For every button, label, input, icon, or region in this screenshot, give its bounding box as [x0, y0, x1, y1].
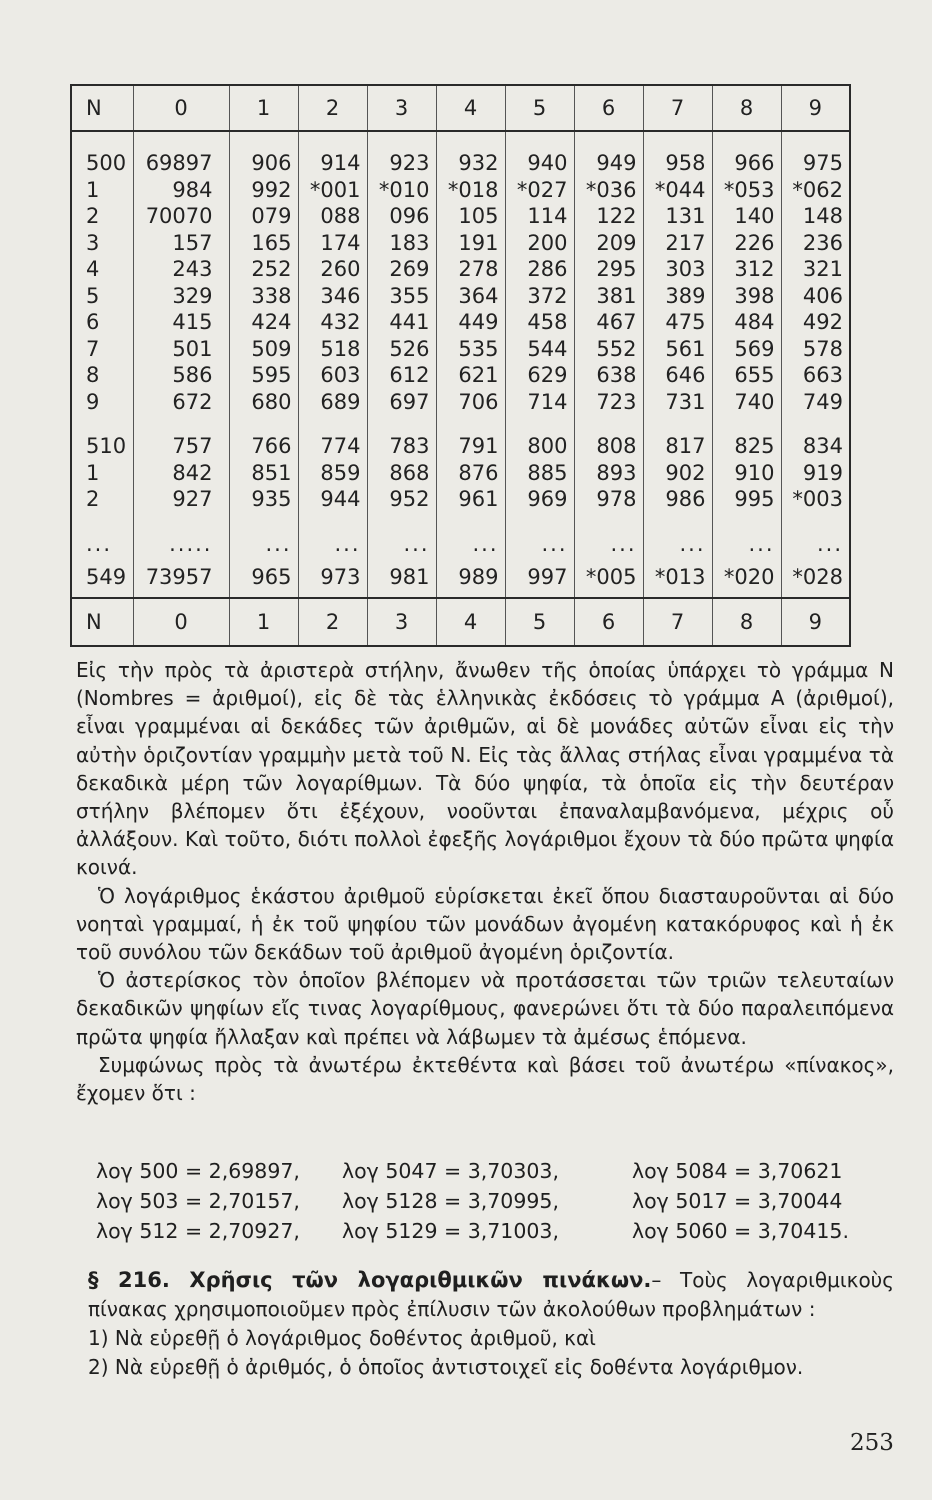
mantissa-cell: 578 [781, 336, 850, 363]
mantissa-cell: ... [298, 531, 367, 558]
footer-cell: N [71, 598, 133, 646]
mantissa-cell: 919 [781, 460, 850, 487]
mantissa-cell: 927 [133, 486, 229, 513]
mantissa-cell: 680 [229, 389, 298, 416]
table-row [71, 389, 850, 416]
spacer-cell [436, 415, 505, 433]
table-row [71, 336, 850, 363]
examples-row [96, 1156, 896, 1186]
example-entry: λογ 5047 = 3,70303, [342, 1159, 559, 1183]
mantissa-cell: 876 [436, 460, 505, 487]
mantissa-cell: 346 [298, 283, 367, 310]
example-entry: λογ 5060 = 3,70415. [632, 1219, 849, 1243]
mantissa-cell: 509 [229, 336, 298, 363]
header-cell: 4 [436, 85, 505, 131]
mantissa-cell: *036 [574, 177, 643, 204]
mantissa-cell: 808 [574, 433, 643, 460]
section-heading: § 216. Χρῆσις τῶν λογαριθμικῶν πινάκων. [88, 1268, 652, 1292]
mantissa-cell: 415 [133, 309, 229, 336]
mantissa-cell: *001 [298, 177, 367, 204]
paragraph: Συμφώνως πρὸς τὰ ἀνωτέρω ἐκτεθέντα καὶ βάσει τοῦ ἀνωτέρω «πίνακος», ἔχομεν ὅτι : [76, 1052, 894, 1106]
mantissa-cell: 552 [574, 336, 643, 363]
table-row [71, 433, 850, 460]
mantissa-cell: 381 [574, 283, 643, 310]
logarithm-table [70, 84, 851, 647]
spacer-cell [712, 513, 781, 531]
mantissa-cell: 757 [133, 433, 229, 460]
mantissa-cell: 961 [436, 486, 505, 513]
footer-cell: 6 [574, 598, 643, 646]
spacer-cell [505, 513, 574, 531]
mantissa-cell: 355 [367, 283, 436, 310]
mantissa-cell: *053 [712, 177, 781, 204]
examples-row [96, 1186, 896, 1216]
row-number-cell: 6 [86, 310, 100, 335]
mantissa-cell: 586 [133, 362, 229, 389]
spacer-cell [574, 131, 643, 150]
mantissa-cell: 140 [712, 203, 781, 230]
spacer-cell [367, 513, 436, 531]
spacer-cell [229, 513, 298, 531]
mantissa-cell: 672 [133, 389, 229, 416]
spacer-cell [229, 415, 298, 433]
mantissa-cell: 217 [643, 230, 712, 257]
mantissa-cell: 981 [367, 557, 436, 598]
mantissa-cell: 174 [298, 230, 367, 257]
mantissa-cell: 603 [298, 362, 367, 389]
example-entry: λογ 500 = 2,69897, [96, 1159, 300, 1183]
mantissa-cell: 817 [643, 433, 712, 460]
mantissa-cell: 697 [367, 389, 436, 416]
mantissa-cell: ... [643, 531, 712, 558]
table-row [71, 203, 850, 230]
mantissa-cell: 923 [367, 150, 436, 177]
spacer-cell [712, 131, 781, 150]
mantissa-cell: 621 [436, 362, 505, 389]
mantissa-cell: 458 [505, 309, 574, 336]
mantissa-cell: 910 [712, 460, 781, 487]
mantissa-cell: 940 [505, 150, 574, 177]
mantissa-cell: ... [574, 531, 643, 558]
mantissa-cell: 749 [781, 389, 850, 416]
section-paragraph [88, 1266, 894, 1324]
mantissa-cell: 935 [229, 486, 298, 513]
mantissa-cell: 518 [298, 336, 367, 363]
mantissa-cell: 467 [574, 309, 643, 336]
mantissa-cell: 406 [781, 283, 850, 310]
table-row [71, 230, 850, 257]
mantissa-cell: *018 [436, 177, 505, 204]
section-216 [88, 1266, 894, 1382]
problem-item: 2) Νὰ εὑρεθῇ ὁ ἀριθμός, ὁ ὁποῖος ἀντιστοιχεῖ εἰς δοθέντα λογάριθμον. [88, 1355, 804, 1379]
mantissa-cell: 825 [712, 433, 781, 460]
header-cell: 2 [298, 85, 367, 131]
spacer-cell [505, 415, 574, 433]
explanation-text [76, 656, 894, 1107]
footer-cell: 2 [298, 598, 367, 646]
example-entry: λογ 5128 = 3,70995, [342, 1189, 559, 1213]
spacer-cell [781, 415, 850, 433]
mantissa-cell: *044 [643, 177, 712, 204]
spacer-cell [436, 131, 505, 150]
example-entry: λογ 5129 = 3,71003, [342, 1219, 559, 1243]
mantissa-cell: 800 [505, 433, 574, 460]
mantissa-cell: 689 [298, 389, 367, 416]
mantissa-cell: 484 [712, 309, 781, 336]
mantissa-cell: 475 [643, 309, 712, 336]
spacer-cell [574, 513, 643, 531]
mantissa-cell: ..... [133, 531, 229, 558]
mantissa-cell: 714 [505, 389, 574, 416]
footer-cell: 4 [436, 598, 505, 646]
header-cell: 1 [229, 85, 298, 131]
mantissa-cell: 312 [712, 256, 781, 283]
mantissa-cell: 157 [133, 230, 229, 257]
mantissa-cell: ... [712, 531, 781, 558]
footer-cell: 1 [229, 598, 298, 646]
mantissa-cell: 165 [229, 230, 298, 257]
paragraph: Ὁ ἀστερίσκος τὸν ὁποῖον βλέπομεν νὰ προτάσσεται τῶν τριῶν τελευταίων δεκαδικῶν ψηφίων εἴς τινας λογαρίθμους, φανερώνει ὅτι τὰ δύο παραλειπόμενα πρῶτα ψηφία ἤλλαξαν καὶ πρέπει νὰ λάβωμεν τὰ ἀμέσως ἑπόμενα. [76, 968, 894, 1049]
mantissa-cell: 992 [229, 177, 298, 204]
mantissa-cell: 364 [436, 283, 505, 310]
row-number-cell: 8 [86, 363, 100, 388]
mantissa-cell: 569 [712, 336, 781, 363]
mantissa-cell: 321 [781, 256, 850, 283]
problem-item: 1) Νὰ εὑρεθῇ ὁ λογάριθμος δοθέντος ἀριθμοῦ, καὶ [88, 1326, 596, 1350]
table-row [71, 362, 850, 389]
row-number-cell: 5 [86, 283, 100, 308]
mantissa-cell: 441 [367, 309, 436, 336]
mantissa-cell: 975 [781, 150, 850, 177]
mantissa-cell: 774 [298, 433, 367, 460]
mantissa-cell: 526 [367, 336, 436, 363]
mantissa-cell: 131 [643, 203, 712, 230]
mantissa-cell: 842 [133, 460, 229, 487]
row-number-cell: 2 [86, 204, 100, 229]
mantissa-cell: ... [505, 531, 574, 558]
mantissa-cell: 984 [133, 177, 229, 204]
footer-cell: 5 [505, 598, 574, 646]
examples-row [96, 1216, 896, 1246]
mantissa-cell: 269 [367, 256, 436, 283]
group-spacer [71, 415, 850, 433]
mantissa-cell: 096 [367, 203, 436, 230]
table-row [71, 531, 850, 558]
header-cell: 9 [781, 85, 850, 131]
spacer-cell [71, 131, 133, 150]
mantissa-cell: 236 [781, 230, 850, 257]
mantissa-cell: 252 [229, 256, 298, 283]
footer-cell: 3 [367, 598, 436, 646]
table-header-row [71, 85, 850, 131]
mantissa-cell: 868 [367, 460, 436, 487]
mantissa-cell: *003 [781, 486, 850, 513]
table-row [71, 283, 850, 310]
mantissa-cell: 398 [712, 283, 781, 310]
mantissa-cell: 544 [505, 336, 574, 363]
table-row [71, 460, 850, 487]
page-number: 253 [850, 1430, 894, 1456]
example-entry: λογ 512 = 2,70927, [96, 1219, 300, 1243]
spacer-cell [133, 513, 229, 531]
spacer-cell [574, 415, 643, 433]
mantissa-cell: *027 [505, 177, 574, 204]
table-body [71, 131, 850, 598]
mantissa-cell: 740 [712, 389, 781, 416]
mantissa-cell: 949 [574, 150, 643, 177]
mantissa-cell: 148 [781, 203, 850, 230]
mantissa-cell: 851 [229, 460, 298, 487]
example-entry: λογ 5017 = 3,70044 [632, 1189, 843, 1213]
mantissa-cell: 372 [505, 283, 574, 310]
spacer-cell [229, 131, 298, 150]
mantissa-cell: 655 [712, 362, 781, 389]
row-number-cell: 549 [86, 565, 127, 589]
mantissa-cell: 70070 [133, 203, 229, 230]
mantissa-cell: 595 [229, 362, 298, 389]
table-row [71, 150, 850, 177]
mantissa-cell: 501 [133, 336, 229, 363]
spacer-cell [133, 415, 229, 433]
row-number-cell: 4 [86, 257, 100, 282]
mantissa-cell: 663 [781, 362, 850, 389]
mantissa-cell: ... [229, 531, 298, 558]
mantissa-cell: 932 [436, 150, 505, 177]
mantissa-cell: 989 [436, 557, 505, 598]
mantissa-cell: 952 [367, 486, 436, 513]
mantissa-cell: 114 [505, 203, 574, 230]
paragraph: Εἰς τὴν πρὸς τὰ ἀριστερὰ στήλην, ἄνωθεν τῆς ὁποίας ὑπάρχει τὸ γράμμα N (Nombres = ἀριθμοί), εἰς δὲ τὰς ἑλληνικὰς ἐκδόσεις τὸ γράμμα Α (ἀριθμοί), εἶναι γραμμέναι αἱ δεκάδες τῶν ἀριθμῶν, αἱ δὲ μονάδες αὐτῶν εἶναι εἰς τὴν αὐτὴν ὁριζοντίαν γραμμὴν μετὰ τοῦ N. Εἰς τὰς ἄλλας στήλας εἶναι γραμμένα τὰ δεκαδικὰ μέρη τῶν λογαρίθμων. Τὰ δύο ψηφία, τὰ ὁποῖα εἰς τὴν δευτέραν στήλην βλέπομεν ὅτι ἐξέχουν, νοοῦνται ἐπαναλαμβανόμενα, μέχρις οὗ ἀλλάξουν. Καὶ τοῦτο, διότι πολλοὶ ἐφεξῆς λογάριθμοι ἔχουν τὰ δύο πρῶτα ψηφία κοινά. [76, 658, 894, 880]
example-entry: λογ 503 = 2,70157, [96, 1189, 300, 1213]
row-number-cell: ... [86, 531, 113, 556]
mantissa-cell: 646 [643, 362, 712, 389]
mantissa-cell: 723 [574, 389, 643, 416]
mantissa-cell: 612 [367, 362, 436, 389]
mantissa-cell: 449 [436, 309, 505, 336]
mantissa-cell: 432 [298, 309, 367, 336]
mantissa-cell: 226 [712, 230, 781, 257]
examples-block [96, 1156, 896, 1246]
group-spacer [71, 513, 850, 531]
header-cell: 6 [574, 85, 643, 131]
mantissa-cell: 731 [643, 389, 712, 416]
mantissa-cell: 295 [574, 256, 643, 283]
mantissa-cell: 424 [229, 309, 298, 336]
section-intro: – Τοὺς λογαριθμικοὺς πίνακας χρησιμοποιοῦμεν πρὸς ἐπίλυσιν τῶν ἀκολούθων προβλημάτων : [88, 1268, 894, 1321]
spacer-cell [781, 513, 850, 531]
mantissa-cell: 105 [436, 203, 505, 230]
mantissa-cell: 286 [505, 256, 574, 283]
row-number-cell: 3 [86, 230, 100, 255]
table-footer-row [71, 598, 850, 646]
mantissa-cell: 629 [505, 362, 574, 389]
mantissa-cell: 944 [298, 486, 367, 513]
mantissa-cell: 766 [229, 433, 298, 460]
row-number-cell: 510 [86, 434, 127, 459]
mantissa-cell: 088 [298, 203, 367, 230]
footer-cell: 0 [133, 598, 229, 646]
mantissa-cell: 389 [643, 283, 712, 310]
mantissa-cell: 338 [229, 283, 298, 310]
row-number-cell: 1 [86, 460, 100, 485]
mantissa-cell: *005 [574, 557, 643, 598]
mantissa-cell: 303 [643, 256, 712, 283]
mantissa-cell: 834 [781, 433, 850, 460]
mantissa-cell: *028 [781, 557, 850, 598]
mantissa-cell: 958 [643, 150, 712, 177]
mantissa-cell: 893 [574, 460, 643, 487]
table-row [71, 486, 850, 513]
mantissa-cell: 791 [436, 433, 505, 460]
example-entry: λογ 5084 = 3,70621 [632, 1159, 843, 1183]
mantissa-cell: ... [436, 531, 505, 558]
mantissa-cell: 859 [298, 460, 367, 487]
mantissa-cell: 73957 [133, 557, 229, 598]
mantissa-cell: *062 [781, 177, 850, 204]
header-cell: 0 [133, 85, 229, 131]
mantissa-cell: 966 [712, 150, 781, 177]
spacer-cell [643, 131, 712, 150]
mantissa-cell: 902 [643, 460, 712, 487]
mantissa-cell: 079 [229, 203, 298, 230]
mantissa-cell: 183 [367, 230, 436, 257]
spacer-cell [71, 513, 133, 531]
spacer-cell [367, 415, 436, 433]
row-number-cell: 2 [86, 487, 100, 512]
header-cell: 8 [712, 85, 781, 131]
mantissa-cell: 329 [133, 283, 229, 310]
header-cell: 7 [643, 85, 712, 131]
mantissa-cell: 997 [505, 557, 574, 598]
table-row [71, 256, 850, 283]
footer-cell: 9 [781, 598, 850, 646]
mantissa-cell: 965 [229, 557, 298, 598]
table-row [71, 309, 850, 336]
mantissa-cell: 69897 [133, 150, 229, 177]
spacer-cell [436, 513, 505, 531]
header-cell: 3 [367, 85, 436, 131]
spacer-cell [133, 131, 229, 150]
spacer-cell [643, 415, 712, 433]
spacer-cell [781, 131, 850, 150]
mantissa-cell: *020 [712, 557, 781, 598]
row-number-cell: 7 [86, 336, 100, 361]
paragraph: Ὁ λογάριθμος ἑκάστου ἀριθμοῦ εὑρίσκεται ἐκεῖ ὅπου διασταυροῦνται αἱ δύο νοηταὶ γραμμαί, ἡ ἐκ τοῦ ψηφίου τῶν μονάδων ἀγομένη κατακόρυφος καὶ ἡ ἐκ τοῦ συνόλου τῶν δεκάδων τοῦ ἀριθμοῦ ἀγομένη ὁριζοντία. [76, 883, 894, 965]
mantissa-cell: 885 [505, 460, 574, 487]
mantissa-cell: 638 [574, 362, 643, 389]
mantissa-cell: 978 [574, 486, 643, 513]
mantissa-cell: 706 [436, 389, 505, 416]
row-number-cell: 1 [86, 177, 100, 202]
spacer-cell [71, 415, 133, 433]
mantissa-cell: 278 [436, 256, 505, 283]
table-row [71, 177, 850, 204]
mantissa-cell: 200 [505, 230, 574, 257]
mantissa-cell: 535 [436, 336, 505, 363]
spacer-cell [367, 131, 436, 150]
mantissa-cell: 969 [505, 486, 574, 513]
footer-cell: 7 [643, 598, 712, 646]
spacer-cell [298, 415, 367, 433]
mantissa-cell: 986 [643, 486, 712, 513]
group-spacer [71, 131, 850, 150]
table-row [71, 557, 850, 598]
spacer-cell [298, 513, 367, 531]
header-cell: N [71, 85, 133, 131]
spacer-cell [298, 131, 367, 150]
spacer-cell [712, 415, 781, 433]
mantissa-cell: 914 [298, 150, 367, 177]
header-cell: 5 [505, 85, 574, 131]
mantissa-cell: 122 [574, 203, 643, 230]
mantissa-cell: 492 [781, 309, 850, 336]
mantissa-cell: 995 [712, 486, 781, 513]
row-number-cell: 500 [86, 151, 127, 176]
mantissa-cell: ... [367, 531, 436, 558]
mantissa-cell: 243 [133, 256, 229, 283]
mantissa-cell: *013 [643, 557, 712, 598]
footer-cell: 8 [712, 598, 781, 646]
mantissa-cell: *010 [367, 177, 436, 204]
mantissa-cell: 561 [643, 336, 712, 363]
mantissa-cell: 906 [229, 150, 298, 177]
mantissa-cell: 783 [367, 433, 436, 460]
mantissa-cell: 191 [436, 230, 505, 257]
mantissa-cell: 209 [574, 230, 643, 257]
mantissa-cell: 973 [298, 557, 367, 598]
spacer-cell [505, 131, 574, 150]
mantissa-cell: ... [781, 531, 850, 558]
spacer-cell [643, 513, 712, 531]
mantissa-cell: 260 [298, 256, 367, 283]
row-number-cell: 9 [86, 389, 100, 414]
